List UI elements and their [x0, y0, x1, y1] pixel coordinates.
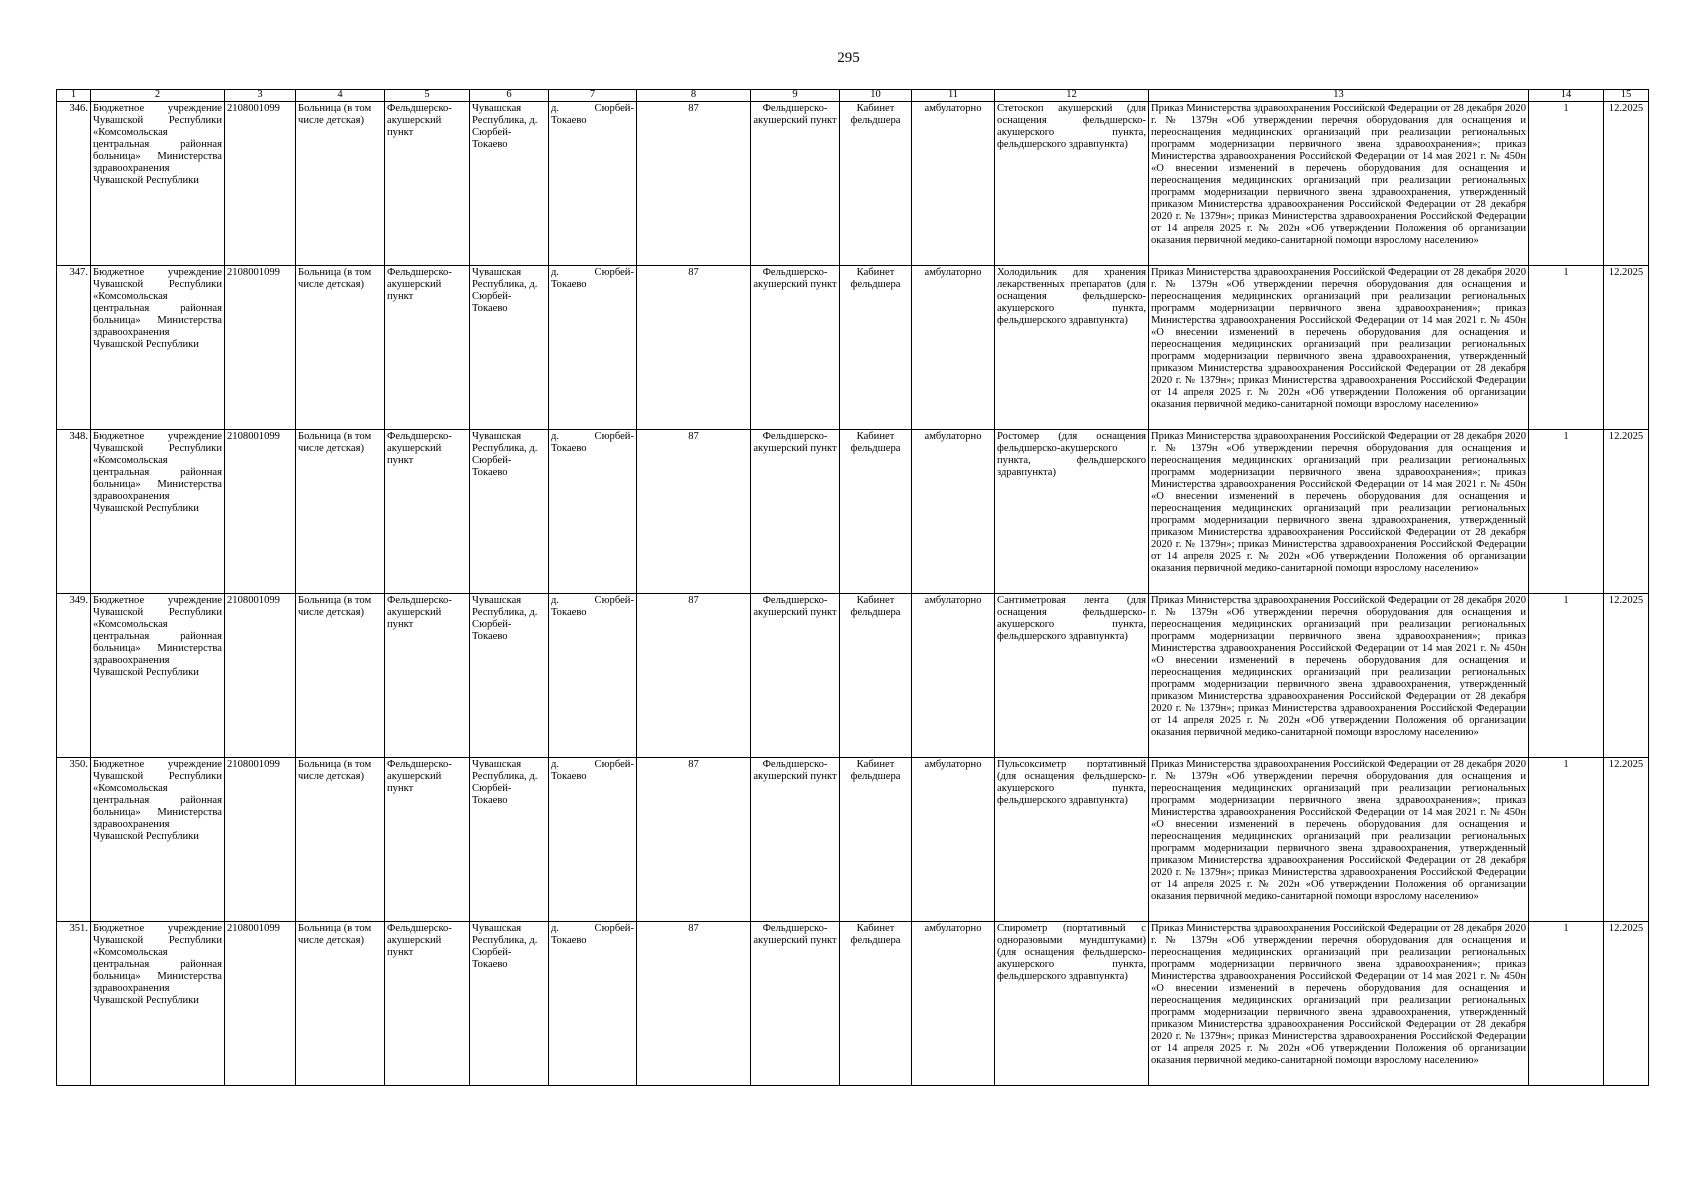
facility-type-cell: Больница (в том числе детская) [296, 758, 385, 922]
unit-cell: Фельдшерско-акушерский пункт [385, 430, 470, 594]
organization-cell: Бюджетное учреждение Чувашской Республики «Комсомольская центральная районная больница» Министерства здравоохранения Чувашской Республики [91, 594, 225, 758]
date-cell: 12.2025 [1604, 594, 1649, 758]
facility-type-cell: Больница (в том числе детская) [296, 922, 385, 1086]
care-mode-cell: амбулаторно [912, 266, 995, 430]
column-header: 6 [470, 90, 549, 102]
table-row [57, 430, 1649, 594]
quantity-cell: 1 [1529, 266, 1604, 430]
row-number-cell: 351. [57, 922, 91, 1086]
equipment-cell: Ростомер (для оснащения фельдшерско-акушерского пункта, фельдшерского здравпункта) [995, 430, 1149, 594]
page-number: 295 [837, 50, 860, 66]
legal-basis-cell: Приказ Министерства здравоохранения Российской Федерации от 28 декабря 2020 г. № 1379н «Об утверждении перечня оборудования для оснащения и переоснащения медицинских организаций при реализации региональных программ модернизации первичного звена здравоохранения»; приказ Министерства здравоохранения Российской Федерации от 14 мая 2021 г. № 450н «О внесении изменений в перечень оборудования для оснащения и переоснащения медицинских организаций при реализации региональных программ модернизации первичного звена здравоохранения, утвержденный приказом Министерства здравоохранения Российской Федерации от 28 декабря 2020 г. № 1379н»; приказ Министерства здравоохранения Российской Федерации от 14 апреля 2025 г. № 202н «Об утверждении Положения об организации оказания первичной медико-санитарной помощи взрослому населению» [1149, 102, 1529, 266]
legal-basis-cell: Приказ Министерства здравоохранения Российской Федерации от 28 декабря 2020 г. № 1379н «Об утверждении перечня оборудования для оснащения и переоснащения медицинских организаций при реализации региональных программ модернизации первичного звена здравоохранения»; приказ Министерства здравоохранения Российской Федерации от 14 мая 2021 г. № 450н «О внесении изменений в перечень оборудования для оснащения и переоснащения медицинских организаций при реализации региональных программ модернизации первичного звена здравоохранения, утвержденный приказом Министерства здравоохранения Российской Федерации от 28 декабря 2020 г. № 1379н»; приказ Министерства здравоохранения Российской Федерации от 14 апреля 2025 г. № 202н «Об утверждении Положения об организации оказания первичной медико-санитарной помощи взрослому населению» [1149, 922, 1529, 1086]
column-header: 14 [1529, 90, 1604, 102]
equipment-cell: Сантиметровая лента (для оснащения фельдшерско-акушерского пункта, фельдшерского здравпункта) [995, 594, 1149, 758]
settlement-cell: д. Сюрбей-Токаево [549, 102, 637, 266]
legal-basis-cell: Приказ Министерства здравоохранения Российской Федерации от 28 декабря 2020 г. № 1379н «Об утверждении перечня оборудования для оснащения и переоснащения медицинских организаций при реализации региональных программ модернизации первичного звена здравоохранения»; приказ Министерства здравоохранения Российской Федерации от 14 мая 2021 г. № 450н «О внесении изменений в перечень оборудования для оснащения и переоснащения медицинских организаций при реализации региональных программ модернизации первичного звена здравоохранения, утвержденный приказом Министерства здравоохранения Российской Федерации от 28 декабря 2020 г. № 1379н»; приказ Министерства здравоохранения Российской Федерации от 14 апреля 2025 г. № 202н «Об утверждении Положения об организации оказания первичной медико-санитарной помощи взрослому населению» [1149, 430, 1529, 594]
organization-cell: Бюджетное учреждение Чувашской Республики «Комсомольская центральная районная больница» Министерства здравоохранения Чувашской Республики [91, 430, 225, 594]
department-cell: Фельдшерско-акушерский пункт [751, 922, 840, 1086]
row-number-cell: 346. [57, 102, 91, 266]
facility-type-cell: Больница (в том числе детская) [296, 102, 385, 266]
column-header: 1 [57, 90, 91, 102]
room-cell: Кабинет фельдшера [840, 102, 912, 266]
quantity-cell: 1 [1529, 594, 1604, 758]
unit-cell: Фельдшерско-акушерский пункт [385, 758, 470, 922]
column-header: 11 [912, 90, 995, 102]
address-cell: Чувашская Республика, д. Сюрбей-Токаево [470, 594, 549, 758]
row-number-cell: 349. [57, 594, 91, 758]
care-mode-cell: амбулаторно [912, 102, 995, 266]
facility-type-cell: Больница (в том числе детская) [296, 594, 385, 758]
address-cell: Чувашская Республика, д. Сюрбей-Токаево [470, 758, 549, 922]
inn-cell: 2108001099 [225, 266, 296, 430]
unit-cell: Фельдшерско-акушерский пункт [385, 922, 470, 1086]
column-header: 13 [1149, 90, 1529, 102]
department-cell: Фельдшерско-акушерский пункт [751, 102, 840, 266]
settlement-cell: д. Сюрбей-Токаево [549, 430, 637, 594]
unit-cell: Фельдшерско-акушерский пункт [385, 594, 470, 758]
table-row [57, 102, 1649, 266]
unit-cell: Фельдшерско-акушерский пункт [385, 266, 470, 430]
settlement-cell: д. Сюрбей-Токаево [549, 922, 637, 1086]
date-cell: 12.2025 [1604, 758, 1649, 922]
legal-basis-cell: Приказ Министерства здравоохранения Российской Федерации от 28 декабря 2020 г. № 1379н «Об утверждении перечня оборудования для оснащения и переоснащения медицинских организаций при реализации региональных программ модернизации первичного звена здравоохранения»; приказ Министерства здравоохранения Российской Федерации от 14 мая 2021 г. № 450н «О внесении изменений в перечень оборудования для оснащения и переоснащения медицинских организаций при реализации региональных программ модернизации первичного звена здравоохранения, утвержденный приказом Министерства здравоохранения Российской Федерации от 28 декабря 2020 г. № 1379н»; приказ Министерства здравоохранения Российской Федерации от 14 апреля 2025 г. № 202н «Об утверждении Положения об организации оказания первичной медико-санитарной помощи взрослому населению» [1149, 266, 1529, 430]
row-number-cell: 347. [57, 266, 91, 430]
value-cell: 87 [637, 266, 751, 430]
care-mode-cell: амбулаторно [912, 594, 995, 758]
column-header: 2 [91, 90, 225, 102]
care-mode-cell: амбулаторно [912, 430, 995, 594]
equipment-cell: Стетоскоп акушерский (для оснащения фельдшерско-акушерского пункта, фельдшерского здравпункта) [995, 102, 1149, 266]
table-row [57, 758, 1649, 922]
legal-basis-cell: Приказ Министерства здравоохранения Российской Федерации от 28 декабря 2020 г. № 1379н «Об утверждении перечня оборудования для оснащения и переоснащения медицинских организаций при реализации региональных программ модернизации первичного звена здравоохранения»; приказ Министерства здравоохранения Российской Федерации от 14 мая 2021 г. № 450н «О внесении изменений в перечень оборудования для оснащения и переоснащения медицинских организаций при реализации региональных программ модернизации первичного звена здравоохранения, утвержденный приказом Министерства здравоохранения Российской Федерации от 28 декабря 2020 г. № 1379н»; приказ Министерства здравоохранения Российской Федерации от 14 апреля 2025 г. № 202н «Об утверждении Положения об организации оказания первичной медико-санитарной помощи взрослому населению» [1149, 594, 1529, 758]
row-number-cell: 350. [57, 758, 91, 922]
quantity-cell: 1 [1529, 922, 1604, 1086]
address-cell: Чувашская Республика, д. Сюрбей-Токаево [470, 266, 549, 430]
equipment-table [56, 89, 1649, 1086]
column-header: 9 [751, 90, 840, 102]
organization-cell: Бюджетное учреждение Чувашской Республики «Комсомольская центральная районная больница» Министерства здравоохранения Чувашской Республики [91, 922, 225, 1086]
organization-cell: Бюджетное учреждение Чувашской Республики «Комсомольская центральная районная больница» Министерства здравоохранения Чувашской Республики [91, 266, 225, 430]
table-row [57, 922, 1649, 1086]
quantity-cell: 1 [1529, 102, 1604, 266]
equipment-cell: Спирометр (портативный с одноразовыми мундштуками) (для оснащения фельдшерско-акушерского пункта, фельдшерского здравпункта) [995, 922, 1149, 1086]
organization-cell: Бюджетное учреждение Чувашской Республики «Комсомольская центральная районная больница» Министерства здравоохранения Чувашской Республики [91, 758, 225, 922]
header-row [57, 90, 1649, 102]
department-cell: Фельдшерско-акушерский пункт [751, 758, 840, 922]
equipment-cell: Пульсоксиметр портативный (для оснащения фельдшерско-акушерского пункта, фельдшерского здравпункта) [995, 758, 1149, 922]
table-row [57, 594, 1649, 758]
date-cell: 12.2025 [1604, 266, 1649, 430]
facility-type-cell: Больница (в том числе детская) [296, 266, 385, 430]
column-header: 7 [549, 90, 637, 102]
column-header: 10 [840, 90, 912, 102]
care-mode-cell: амбулаторно [912, 922, 995, 1086]
organization-cell: Бюджетное учреждение Чувашской Республики «Комсомольская центральная районная больница» Министерства здравоохранения Чувашской Республики [91, 102, 225, 266]
column-header: 3 [225, 90, 296, 102]
settlement-cell: д. Сюрбей-Токаево [549, 594, 637, 758]
column-header: 12 [995, 90, 1149, 102]
unit-cell: Фельдшерско-акушерский пункт [385, 102, 470, 266]
inn-cell: 2108001099 [225, 594, 296, 758]
inn-cell: 2108001099 [225, 102, 296, 266]
column-header: 8 [637, 90, 751, 102]
table-row [57, 266, 1649, 430]
room-cell: Кабинет фельдшера [840, 758, 912, 922]
equipment-cell: Холодильник для хранения лекарственных препаратов (для оснащения фельдшерско-акушерского пункта, фельдшерского здравпункта) [995, 266, 1149, 430]
quantity-cell: 1 [1529, 758, 1604, 922]
column-header: 5 [385, 90, 470, 102]
quantity-cell: 1 [1529, 430, 1604, 594]
column-header: 4 [296, 90, 385, 102]
date-cell: 12.2025 [1604, 102, 1649, 266]
address-cell: Чувашская Республика, д. Сюрбей-Токаево [470, 102, 549, 266]
settlement-cell: д. Сюрбей-Токаево [549, 758, 637, 922]
department-cell: Фельдшерско-акушерский пункт [751, 594, 840, 758]
inn-cell: 2108001099 [225, 430, 296, 594]
department-cell: Фельдшерско-акушерский пункт [751, 266, 840, 430]
address-cell: Чувашская Республика, д. Сюрбей-Токаево [470, 922, 549, 1086]
value-cell: 87 [637, 102, 751, 266]
inn-cell: 2108001099 [225, 922, 296, 1086]
department-cell: Фельдшерско-акушерский пункт [751, 430, 840, 594]
date-cell: 12.2025 [1604, 922, 1649, 1086]
value-cell: 87 [637, 430, 751, 594]
value-cell: 87 [637, 594, 751, 758]
inn-cell: 2108001099 [225, 758, 296, 922]
room-cell: Кабинет фельдшера [840, 594, 912, 758]
address-cell: Чувашская Республика, д. Сюрбей-Токаево [470, 430, 549, 594]
room-cell: Кабинет фельдшера [840, 430, 912, 594]
value-cell: 87 [637, 922, 751, 1086]
legal-basis-cell: Приказ Министерства здравоохранения Российской Федерации от 28 декабря 2020 г. № 1379н «Об утверждении перечня оборудования для оснащения и переоснащения медицинских организаций при реализации региональных программ модернизации первичного звена здравоохранения»; приказ Министерства здравоохранения Российской Федерации от 14 мая 2021 г. № 450н «О внесении изменений в перечень оборудования для оснащения и переоснащения медицинских организаций при реализации региональных программ модернизации первичного звена здравоохранения, утвержденный приказом Министерства здравоохранения Российской Федерации от 28 декабря 2020 г. № 1379н»; приказ Министерства здравоохранения Российской Федерации от 14 апреля 2025 г. № 202н «Об утверждении Положения об организации оказания первичной медико-санитарной помощи взрослому населению» [1149, 758, 1529, 922]
settlement-cell: д. Сюрбей-Токаево [549, 266, 637, 430]
date-cell: 12.2025 [1604, 430, 1649, 594]
value-cell: 87 [637, 758, 751, 922]
column-header: 15 [1604, 90, 1649, 102]
room-cell: Кабинет фельдшера [840, 266, 912, 430]
facility-type-cell: Больница (в том числе детская) [296, 430, 385, 594]
room-cell: Кабинет фельдшера [840, 922, 912, 1086]
row-number-cell: 348. [57, 430, 91, 594]
care-mode-cell: амбулаторно [912, 758, 995, 922]
